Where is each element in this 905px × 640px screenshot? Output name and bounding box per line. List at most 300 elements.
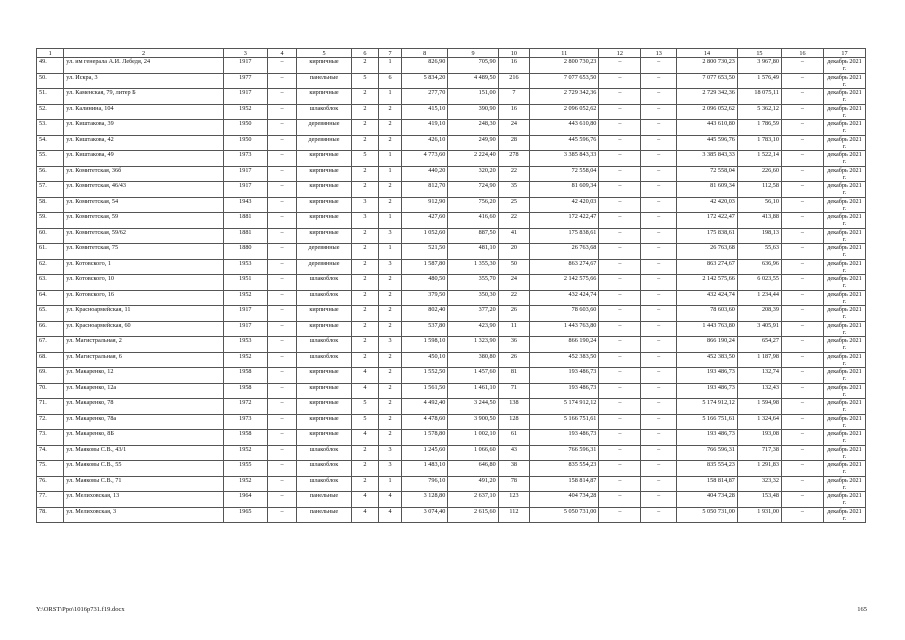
table-cell: 404 734,28 [677,492,738,508]
table-cell: – [267,306,296,322]
table-row [37,259,866,275]
table-cell: 69. [37,368,64,384]
table-cell: 16 [498,58,529,74]
table-cell: 5 050 731,00 [677,507,738,523]
table-cell: 3 [379,259,402,275]
table-cell: 445 596,76 [677,135,738,151]
table-cell: кирпичные [297,414,352,430]
table-cell: 766 596,31 [530,445,599,461]
table-row [37,197,866,213]
table-cell: – [599,89,641,105]
table-cell: 826,90 [402,58,448,74]
table-cell: шлакоблок [297,445,352,461]
table-cell: 2 [379,197,402,213]
table-cell: 2 [351,135,378,151]
table-cell: 3 [379,228,402,244]
table-cell: – [641,73,677,89]
table-cell: 22 [498,290,529,306]
table-cell: 61. [37,244,64,260]
table-cell: 3 [379,445,402,461]
table-cell: шлакоблок [297,290,352,306]
table-cell: декабрь 2021 г. [823,73,865,89]
table-cell: 3 [351,197,378,213]
table-cell: 2 096 052,62 [530,104,599,120]
table-cell: 1 483,10 [402,461,448,477]
table-cell: – [599,368,641,384]
table-cell: 193 486,73 [530,383,599,399]
table-cell: 2 800 730,23 [530,58,599,74]
table-cell: 55. [37,151,64,167]
table-cell: 53. [37,120,64,136]
table-cell: ул. Котовского, 16 [64,290,224,306]
table-cell: 2 [351,89,378,105]
table-cell: 56. [37,166,64,182]
table-cell: 26 763,68 [677,244,738,260]
table-cell: – [599,73,641,89]
table-cell: – [267,213,296,229]
table-cell: – [641,166,677,182]
table-cell: 866 190,24 [677,337,738,353]
table-cell: 278 [498,151,529,167]
table-cell: – [267,104,296,120]
table-cell: ул. Комитетская, 59/62 [64,228,224,244]
table-cell: – [781,368,823,384]
table-cell: 480,50 [402,275,448,291]
table-cell: декабрь 2021 г. [823,507,865,523]
table-cell: 404 734,28 [530,492,599,508]
table-cell: 2 [379,120,402,136]
table-cell: 2 [351,352,378,368]
table-cell: – [781,445,823,461]
table-cell: – [641,445,677,461]
table-cell: 1952 [223,476,267,492]
table-cell: 3 074,40 [402,507,448,523]
table-cell: декабрь 2021 г. [823,135,865,151]
table-cell: – [781,337,823,353]
table-cell: 1 931,00 [737,507,781,523]
column-header-5: 5 [297,49,352,58]
table-cell: 2 729 342,36 [530,89,599,105]
table-cell: 22 [498,213,529,229]
table-cell: – [599,197,641,213]
table-cell: 1 576,49 [737,73,781,89]
table-cell: 2 800 730,23 [677,58,738,74]
table-cell: декабрь 2021 г. [823,290,865,306]
table-cell: 1958 [223,368,267,384]
table-cell: 491,20 [448,476,498,492]
table-cell: 2 [351,166,378,182]
table-cell: – [781,244,823,260]
table-cell: 208,39 [737,306,781,322]
table-cell: 78 603,60 [677,306,738,322]
table-cell: – [599,104,641,120]
table-cell: 3 967,80 [737,58,781,74]
table-cell: 226,60 [737,166,781,182]
table-cell: 76. [37,476,64,492]
table-header-row [37,49,866,58]
table-cell: 1 561,50 [402,383,448,399]
column-header-7: 7 [379,49,402,58]
table-cell: 1 323,90 [448,337,498,353]
table-cell: ул. им генерала А.И. Лебедя, 24 [64,58,224,74]
table-cell: ул. Макаренко, 8Б [64,430,224,446]
table-cell: 1965 [223,507,267,523]
table-cell: 72 558,04 [530,166,599,182]
table-cell: 123 [498,492,529,508]
table-cell: – [599,337,641,353]
table-cell: 3 900,50 [448,414,498,430]
table-cell: 2 224,40 [448,151,498,167]
column-header-4: 4 [267,49,296,58]
table-cell: декабрь 2021 г. [823,430,865,446]
table-cell: – [267,228,296,244]
table-cell: 390,90 [448,104,498,120]
table-cell: – [781,166,823,182]
table-cell: 65. [37,306,64,322]
table-cell: декабрь 2021 г. [823,244,865,260]
table-cell: 835 554,23 [677,461,738,477]
table-cell: 1917 [223,58,267,74]
table-cell: 452 383,50 [677,352,738,368]
table-cell: – [599,507,641,523]
table-cell: 2 [379,306,402,322]
table-cell: ул. Мелиховская, 13 [64,492,224,508]
table-cell: шлакоблок [297,275,352,291]
table-cell: 1950 [223,135,267,151]
table-cell: кирпичные [297,399,352,415]
table-cell: 56,10 [737,197,781,213]
table-cell: 50 [498,259,529,275]
table-cell: – [641,492,677,508]
table-cell: 1973 [223,414,267,430]
table-cell: – [641,461,677,477]
table-cell: декабрь 2021 г. [823,383,865,399]
table-cell: 432 424,74 [530,290,599,306]
table-cell: 62. [37,259,64,275]
table-cell: декабрь 2021 г. [823,352,865,368]
table-cell: 2 096 052,62 [677,104,738,120]
column-header-6: 6 [351,49,378,58]
table-cell: 2 [351,104,378,120]
table-cell: 50. [37,73,64,89]
table-cell: 4 [351,492,378,508]
table-cell: – [599,182,641,198]
table-cell: – [267,120,296,136]
table-cell: – [781,73,823,89]
table-cell: 42 420,03 [530,197,599,213]
table-cell: 443 610,80 [677,120,738,136]
table-cell: – [267,244,296,260]
table-cell: 802,40 [402,306,448,322]
table-cell: – [781,290,823,306]
table-row [37,58,866,74]
table-row [37,120,866,136]
table-cell: – [781,492,823,508]
table-cell: 18 075,11 [737,89,781,105]
table-cell: – [641,337,677,353]
table-cell: декабрь 2021 г. [823,399,865,415]
table-cell: 450,10 [402,352,448,368]
table-cell: 193,08 [737,430,781,446]
table-cell: – [641,275,677,291]
table-cell: декабрь 2021 г. [823,368,865,384]
table-cell: 42 420,03 [677,197,738,213]
table-cell: 128 [498,414,529,430]
table-cell: ул. Магистральная, 2 [64,337,224,353]
table-cell: – [781,58,823,74]
table-cell: 71 [498,383,529,399]
table-cell: – [267,135,296,151]
table-cell: 24 [498,275,529,291]
column-header-12: 12 [599,49,641,58]
table-cell: 248,30 [448,120,498,136]
table-cell: 724,90 [448,182,498,198]
table-cell: 77. [37,492,64,508]
table-cell: 2 [351,476,378,492]
table-cell: – [267,383,296,399]
table-cell: – [599,306,641,322]
table-cell: ул. Котовского, 10 [64,275,224,291]
table-cell: 72. [37,414,64,430]
table-cell: ул. Макаренко, 78 [64,399,224,415]
table-cell: – [599,120,641,136]
table-cell: 2 [379,275,402,291]
table-cell: 1 187,98 [737,352,781,368]
table-cell: 4 [351,383,378,399]
table-cell: 138 [498,399,529,415]
table-cell: – [641,213,677,229]
table-cell: ул. Маяковы С.В., 55 [64,461,224,477]
table-cell: декабрь 2021 г. [823,461,865,477]
table-cell: 863 274,67 [677,259,738,275]
table-row [37,414,866,430]
table-cell: 2 [351,259,378,275]
table-cell: декабрь 2021 г. [823,306,865,322]
table-cell: – [599,321,641,337]
table-cell: 4 [379,507,402,523]
table-cell: – [781,228,823,244]
table-cell: 1 066,60 [448,445,498,461]
table-cell: ул. Киштакова, 49 [64,151,224,167]
table-cell: – [781,182,823,198]
table-cell: декабрь 2021 г. [823,476,865,492]
table-cell: деревянные [297,244,352,260]
table-cell: – [267,290,296,306]
table-cell: 3 128,80 [402,492,448,508]
table-cell: 36 [498,337,529,353]
table-cell: 38 [498,461,529,477]
table-cell: 112 [498,507,529,523]
table-cell: 2 [379,383,402,399]
table-cell: 1 [379,89,402,105]
table-cell: 1973 [223,151,267,167]
table-cell: 64. [37,290,64,306]
table-cell: деревянные [297,135,352,151]
table-cell: 426,10 [402,135,448,151]
table-cell: 51. [37,89,64,105]
table-cell: 1 578,80 [402,430,448,446]
table-cell: 60. [37,228,64,244]
table-cell: 1 552,50 [402,368,448,384]
table-cell: 71. [37,399,64,415]
table-cell: 4 [351,368,378,384]
table-cell: 59. [37,213,64,229]
table-cell: 423,90 [448,321,498,337]
table-cell: 3 405,91 [737,321,781,337]
table-cell: – [641,368,677,384]
table-cell: декабрь 2021 г. [823,321,865,337]
table-cell: ул. Макаренко, 78а [64,414,224,430]
table-cell: 2 637,10 [448,492,498,508]
table-cell: 2 [379,135,402,151]
table-cell: 78 [498,476,529,492]
table-cell: – [267,430,296,446]
table-cell: – [267,492,296,508]
table-cell: панельные [297,492,352,508]
column-header-14: 14 [677,49,738,58]
table-cell: – [641,352,677,368]
table-cell: 866 190,24 [530,337,599,353]
table-cell: 216 [498,73,529,89]
table-cell: – [781,213,823,229]
table-cell: – [599,290,641,306]
table-cell: 350,30 [448,290,498,306]
table-cell: декабрь 2021 г. [823,213,865,229]
table-cell: 172 422,47 [677,213,738,229]
table-cell: кирпичные [297,228,352,244]
table-cell: – [267,414,296,430]
table-cell: 1958 [223,383,267,399]
table-cell: – [641,290,677,306]
table-cell: 28 [498,135,529,151]
table-cell: ул. Маяковы С.В., 43/1 [64,445,224,461]
table-cell: декабрь 2021 г. [823,414,865,430]
table-cell: – [599,476,641,492]
table-cell: 1 [379,476,402,492]
table-cell: – [781,306,823,322]
column-header-8: 8 [402,49,448,58]
table-cell: – [641,507,677,523]
table-cell: – [599,166,641,182]
table-cell: 3 385 843,33 [530,151,599,167]
table-cell: 5 834,20 [402,73,448,89]
table-cell: 25 [498,197,529,213]
table-cell: кирпичные [297,166,352,182]
table-cell: – [267,476,296,492]
table-cell: – [599,352,641,368]
table-cell: – [599,213,641,229]
table-cell: 452 383,50 [530,352,599,368]
table-cell: шлакоблок [297,337,352,353]
table-cell: ул. Каменская, 79, литер Б [64,89,224,105]
table-cell: кирпичные [297,151,352,167]
table-cell: ул. Макаренко, 12 [64,368,224,384]
table-cell: – [267,507,296,523]
table-cell: 2 [351,445,378,461]
table-cell: 132,43 [737,383,781,399]
table-cell: 427,60 [402,213,448,229]
table-cell: 2 [379,399,402,415]
column-header-2: 2 [64,49,224,58]
table-cell: – [267,445,296,461]
table-row [37,321,866,337]
table-cell: 2 [351,290,378,306]
table-cell: 5 362,12 [737,104,781,120]
table-cell: 7 077 653,50 [677,73,738,89]
footer-page-number: 165 [857,606,867,613]
table-cell: ул. Маяковы С.В., 71 [64,476,224,492]
table-cell: 2 [379,368,402,384]
table-cell: 3 385 843,33 [677,151,738,167]
table-cell: 1 [379,244,402,260]
table-cell: 1 594,98 [737,399,781,415]
table-cell: 5 [351,73,378,89]
table-row [37,275,866,291]
table-cell: 158 814,87 [530,476,599,492]
table-cell: – [599,244,641,260]
table-cell: 416,60 [448,213,498,229]
table-cell: – [599,430,641,446]
table-cell: 812,70 [402,182,448,198]
column-header-10: 10 [498,49,529,58]
table-cell: 49. [37,58,64,74]
table-cell: 4 489,50 [448,73,498,89]
table-cell: – [641,476,677,492]
table-cell: – [267,58,296,74]
table-cell: декабрь 2021 г. [823,337,865,353]
table-cell: – [641,151,677,167]
table-cell: – [267,461,296,477]
table-cell: 1 355,30 [448,259,498,275]
column-header-1: 1 [37,49,64,58]
table-cell: – [641,120,677,136]
table-cell: 16 [498,104,529,120]
table-cell: декабрь 2021 г. [823,259,865,275]
table-cell: 81 609,34 [530,182,599,198]
table-cell: шлакоблок [297,104,352,120]
column-header-17: 17 [823,49,865,58]
table-cell: – [267,275,296,291]
table-cell: 1 324,64 [737,414,781,430]
table-cell: 863 274,67 [530,259,599,275]
table-cell: – [267,182,296,198]
table-cell: 6 [379,73,402,89]
table-row [37,182,866,198]
table-cell: 68. [37,352,64,368]
table-cell: 24 [498,120,529,136]
table-cell: 26 [498,306,529,322]
table-cell: 81 [498,368,529,384]
table-cell: 112,58 [737,182,781,198]
table-cell: 2 [351,244,378,260]
table-cell: декабрь 2021 г. [823,492,865,508]
table-cell: ул. Магистральная, 6 [64,352,224,368]
table-cell: 5 [351,399,378,415]
table-cell: 1 461,10 [448,383,498,399]
table-cell: – [641,228,677,244]
table-cell: – [641,104,677,120]
table-cell: 1953 [223,337,267,353]
table-cell: 1 457,60 [448,368,498,384]
table-cell: 1 786,59 [737,120,781,136]
table-row [37,461,866,477]
table-cell: – [599,492,641,508]
table-cell: кирпичные [297,306,352,322]
table-cell: – [781,476,823,492]
table-cell: 4 492,40 [402,399,448,415]
table-cell: 20 [498,244,529,260]
table-cell: 58. [37,197,64,213]
